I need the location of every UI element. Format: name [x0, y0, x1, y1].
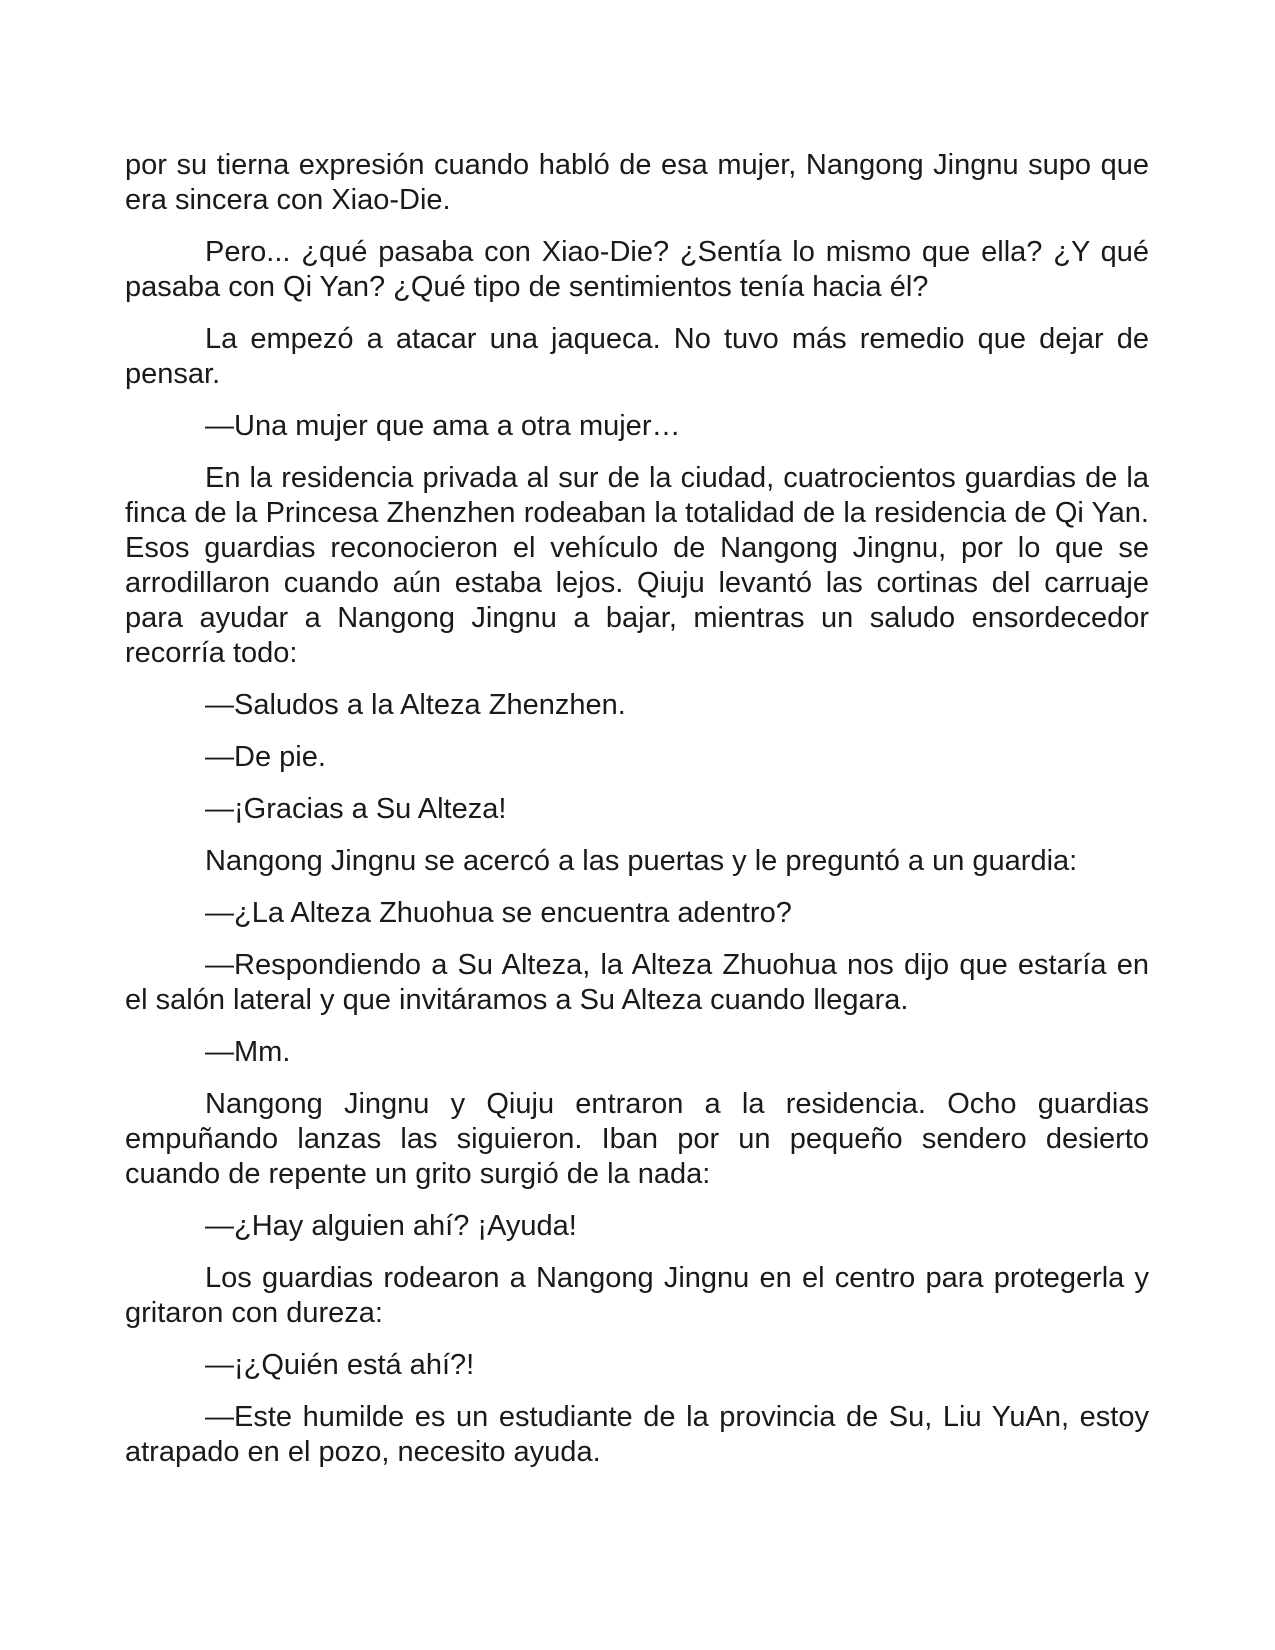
dialogue-line: —Respondiendo a Su Alteza, la Alteza Zhuohua nos dijo que estaría en el salón lateral y que invitáramos a Su Alteza cuando llegara. [125, 949, 1149, 1016]
paragraph: Nangong Jingnu y Qiuju entraron a la residencia. Ocho guardias empuñando lanzas las siguieron. Iban por un pequeño sendero desierto cuando de repente un grito surgió de la nada: [125, 1088, 1149, 1190]
paragraph: Los guardias rodearon a Nangong Jingnu en el centro para protegerla y gritaron con dureza: [125, 1262, 1149, 1329]
dialogue-line: —Mm. [205, 1036, 291, 1068]
dialogue-line: —Este humilde es un estudiante de la provincia de Su, Liu YuAn, estoy atrapado en el pozo, necesito ayuda. [125, 1401, 1149, 1468]
document-page [125, 148, 1149, 1487]
paragraph: En la residencia privada al sur de la ciudad, cuatrocientos guardias de la finca de la Princesa Zhenzhen rodeaban la totalidad de la residencia de Qi Yan. Esos guardias reconocieron el vehículo de Nangong Jingnu, por lo que se arrodillaron cuando aún estaba lejos. Qiuju levantó las cortinas del carruaje para ayudar a Nangong Jingnu a bajar, mientras un saludo ensordecedor recorría todo: [125, 462, 1149, 669]
dialogue-line: —Una mujer que ama a otra mujer… [205, 410, 681, 442]
dialogue-line: —De pie. [205, 741, 326, 773]
dialogue-line: —¡¿Quién está ahí?! [205, 1349, 475, 1381]
paragraph: La empezó a atacar una jaqueca. No tuvo más remedio que dejar de pensar. [125, 323, 1149, 390]
paragraph-continuation: por su tierna expresión cuando habló de esa mujer, Nangong Jingnu supo que era sincera con Xiao-Die. [125, 149, 1149, 216]
dialogue-line: —¡Gracias a Su Alteza! [205, 793, 507, 825]
dialogue-line: —Saludos a la Alteza Zhenzhen. [205, 689, 626, 721]
paragraph: Nangong Jingnu se acercó a las puertas y le preguntó a un guardia: [205, 845, 1078, 877]
dialogue-line: —¿La Alteza Zhuohua se encuentra adentro? [205, 897, 792, 929]
paragraph: Pero... ¿qué pasaba con Xiao-Die? ¿Sentía lo mismo que ella? ¿Y qué pasaba con Qi Yan? ¿Qué tipo de sentimientos tenía hacia él? [125, 236, 1149, 303]
dialogue-line: —¿Hay alguien ahí? ¡Ayuda! [205, 1210, 577, 1242]
